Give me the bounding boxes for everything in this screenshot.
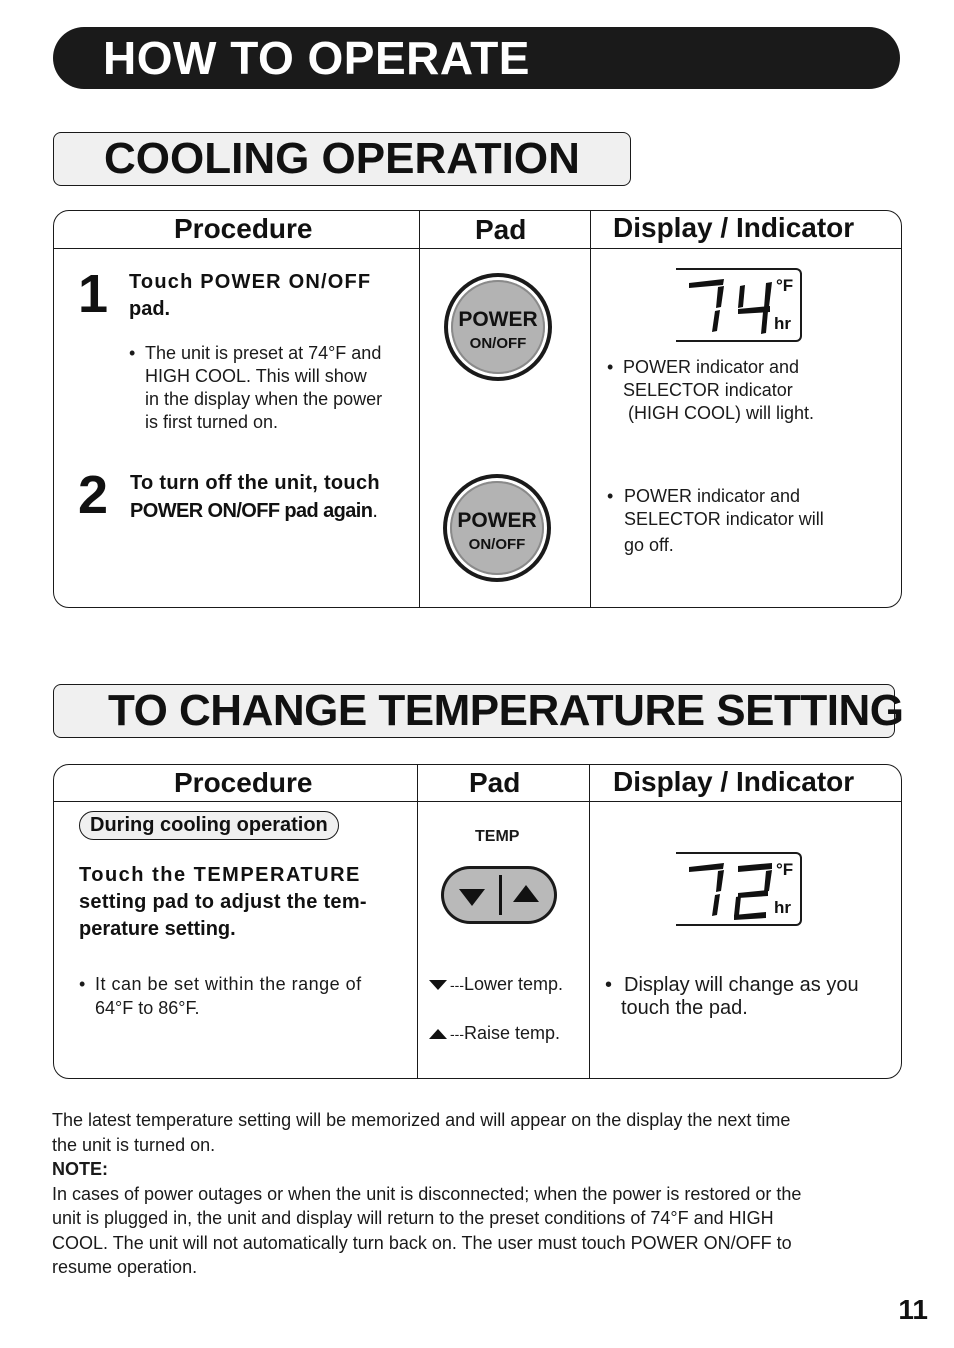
temp-down-button[interactable]: [444, 869, 499, 921]
temperature-section-title-box: [53, 684, 904, 738]
power-on-off-button[interactable]: [443, 474, 551, 582]
unit-fahrenheit: °F: [776, 276, 794, 295]
table-header-divider: [54, 248, 901, 249]
step-number: 2: [78, 465, 109, 525]
context-badge: During cooling operation: [79, 811, 339, 840]
triangle-down-icon: [428, 979, 448, 991]
column-header-display: Display / Indicator: [613, 766, 855, 797]
triangle-down-icon: [444, 869, 499, 921]
column-divider: [417, 765, 418, 1078]
column-divider: [590, 211, 591, 607]
indicator-note: • POWER indicator and SELECTOR indicator will go off.: [607, 486, 824, 555]
power-on-off-button[interactable]: [444, 273, 552, 381]
table-header-divider: [54, 801, 901, 802]
instruction-line: setting pad to adjust the tem-: [79, 891, 367, 913]
legend-raise-temp: ---Raise temp.: [428, 1023, 560, 1044]
triangle-up-icon: [428, 1028, 448, 1040]
indicator-note: • POWER indicator and SELECTOR indicator (HIGH COOL) will light.: [607, 357, 815, 423]
instruction-line: perature setting.: [79, 918, 236, 940]
temperature-section-title: TO CHANGE TEMPERATURE SETTING: [108, 686, 904, 735]
cooling-section-title: COOLING OPERATION: [104, 134, 580, 183]
temp-pad-caption: TEMP: [475, 828, 520, 845]
lcd-display: [676, 268, 802, 342]
header-banner: [53, 27, 900, 89]
step-title: Touch POWER ON/OFF: [129, 271, 372, 293]
unit-hours: hr: [774, 898, 791, 917]
power-button-sublabel: ON/OFF: [469, 335, 527, 352]
column-divider: [419, 211, 420, 607]
column-header-pad: Pad: [475, 214, 527, 245]
step-title: POWER ON/OFF pad again.: [130, 500, 378, 522]
cooling-table: [53, 210, 902, 608]
step-title: To turn off the unit, touch: [130, 472, 380, 494]
step-note: • The unit is preset at 74°F and HIGH COOL. This will show in the display when the power is first turned on.: [129, 343, 383, 432]
lcd-display: [676, 852, 802, 926]
column-header-display: Display / Indicator: [613, 212, 855, 243]
page-title: HOW TO OPERATE: [103, 32, 530, 84]
power-button-label: POWER: [458, 308, 538, 331]
display-note: • Display will change as you touch the pad.: [605, 974, 859, 1019]
column-header-procedure: Procedure: [174, 767, 313, 798]
legend-lower-temp: ---Lower temp.: [428, 974, 563, 995]
step-title: pad.: [129, 298, 171, 320]
lcd-digits-74: [686, 273, 786, 343]
temperature-pad: [441, 866, 557, 924]
temperature-table: [53, 764, 902, 1079]
cooling-section-title-box: [53, 132, 631, 186]
power-button-label: POWER: [457, 509, 537, 532]
page-number: 11: [898, 1294, 928, 1325]
unit-hours: hr: [774, 314, 791, 333]
memory-note: The latest temperature setting will be memorized and will appear on the display the next time the unit is turned on. NOTE: In cases of power outages or when the unit is disconnected; when the power is restored or the unit is plugged in, the unit and display will return to the preset conditions of 74°F and HIGH COOL. The unit will not automatically turn back on. The user must touch POWER ON/OFF to resume operation.: [52, 1108, 912, 1280]
triangle-up-icon: [502, 869, 554, 921]
column-header-procedure: Procedure: [174, 213, 313, 244]
lcd-digits-72: [686, 857, 786, 927]
range-note: • It can be set within the range of 64°F to 86°F.: [79, 974, 362, 1018]
column-header-pad: Pad: [469, 767, 521, 798]
power-button-sublabel: ON/OFF: [468, 536, 526, 553]
instruction-line: Touch the TEMPERATURE: [79, 864, 361, 886]
column-divider: [589, 765, 590, 1078]
unit-fahrenheit: °F: [776, 860, 794, 879]
temp-up-button[interactable]: [502, 869, 554, 921]
note-label: NOTE:: [52, 1159, 108, 1179]
step-number: 1: [78, 264, 109, 324]
